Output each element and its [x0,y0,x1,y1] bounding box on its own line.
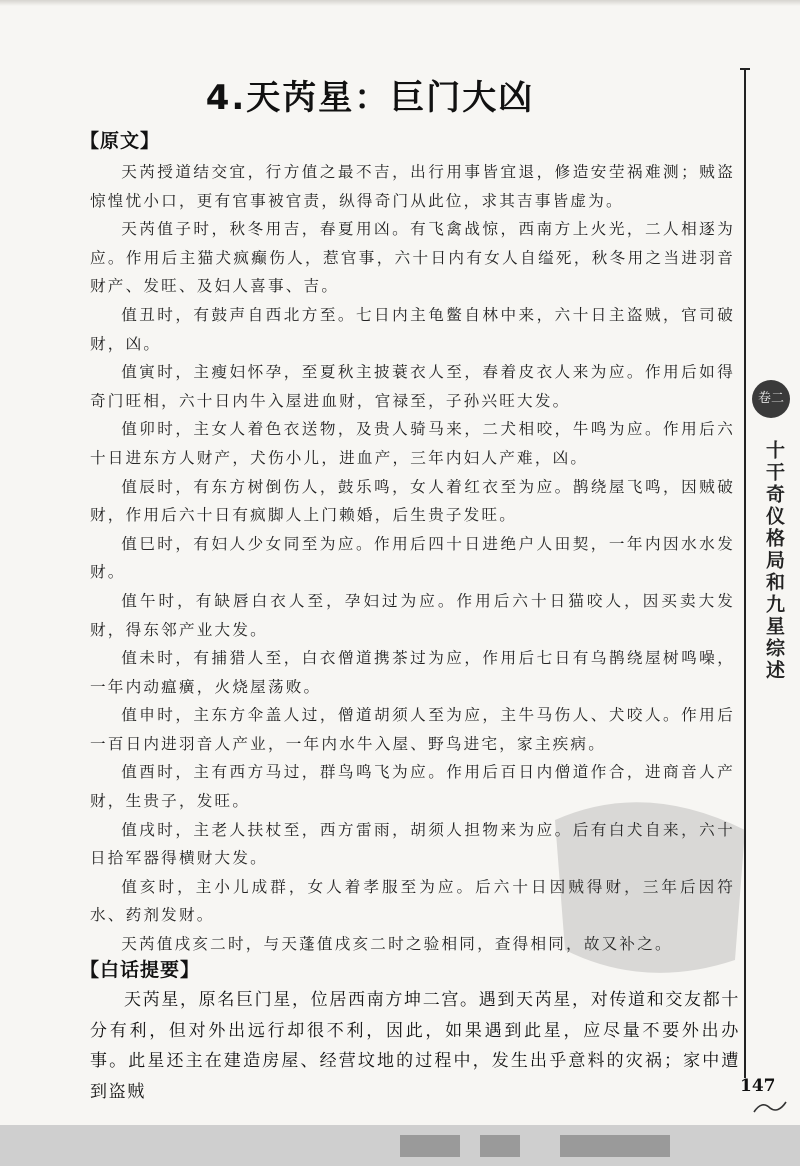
original-paragraph: 值丑时，有鼓声自西北方至。七日内主龟鳖自林中来，六十日主盗贼，官司破财，凶。 [90,305,735,353]
scan-bottom-band [0,1125,800,1166]
modern-paragraph: 天芮星，原名巨门星，位居西南方坤二宫。遇到天芮星，对传道和交友都十分有利，但对外出远行却很不利，因此，如果遇到此星，应尽量不要外出办事。此星还主在建造房屋、经营坟地的过程中，发生出乎意料的灾祸；家中遭到盗贼 [90,990,740,1102]
scan-artifact [560,1135,670,1157]
original-paragraph: 值亥时，主小儿成群，女人着孝服至为应。后六十日因贼得财，三年后因符水、药剂发财。 [90,877,735,925]
original-text-heading: 【原文】 [80,130,161,152]
page-title: 4.天芮星：巨门大凶 [205,78,535,118]
original-paragraph: 值戌时，主老人扶杖至，西方雷雨，胡须人担物来为应。后有白犬自来，六十日拾军器得横财大发。 [90,820,735,868]
original-paragraph: 值寅时，主瘦妇怀孕，至夏秋主披蓑衣人至，春着皮衣人来为应。作用后如得奇门旺相，六十日内牛入屋进血财，官禄至，子孙兴旺大发。 [90,363,735,410]
original-paragraph: 值酉时，主有西方马过，群鸟鸣飞为应。作用后百日内僧道作合，进商音人产财，生贵子，发旺。 [90,763,735,811]
page-flourish-icon [752,1098,788,1116]
original-paragraph: 天芮值子时，秋冬用吉，春夏用凶。有飞禽战惊，西南方上火光，二人相逐为应。作用后主猫犬疯癫伤人，惹官事，六十日内有女人自缢死，秋冬用之当进羽音财产、发旺、及妇人喜事、吉。 [90,220,735,296]
modern-summary-body [90,985,740,1107]
original-paragraph: 值午时，有缺唇白衣人至，孕妇过为应。作用后六十日猫咬人，因买卖大发财，得东邻产业大发。 [90,591,735,639]
chapter-side-title: 十干奇仪格局和九星综述 [763,440,785,682]
seal-watermark-icon [535,790,765,990]
original-paragraph: 值辰时，有东方树倒伤人，鼓乐鸣，女人着红衣至为应。鹊绕屋飞鸣，因贼破财，作用后六十日有疯脚人上门赖婚，后生贵子发旺。 [90,477,735,525]
page-number: 147 [740,1076,776,1096]
original-paragraph: 值未时，有捕猎人至，白衣僧道携茶过为应，作用后七日有乌鹊绕屋树鸣噪，一年内动瘟癀，火烧屋荡败。 [90,649,735,696]
modern-summary-heading: 【白话提要】 [80,959,201,981]
scan-artifact [480,1135,520,1157]
scan-artifact [400,1135,460,1157]
original-paragraph: 值申时，主东方伞盖人过，僧道胡须人至为应，主牛马伤人、犬咬人。作用后一百日内进羽音人产业，一年内水牛入屋、野鸟进宅，家主疾病。 [90,706,735,753]
chapter-badge: 卷二 [752,380,790,418]
original-paragraph: 值巳时，有妇人少女同至为应。作用后四十日进绝户人田契，一年内因水水发财。 [90,534,735,582]
original-paragraph: 天芮值戌亥二时，与天蓬值戌亥二时之验相同，查得相同，故又补之。 [121,935,673,954]
original-paragraph: 天芮授道结交宜，行方值之最不吉，出行用事皆宜退，修造安茔祸难测；贼盗惊惶忧小口，更有官事被官责，纵得奇门从此位，求其吉事皆虚为。 [90,163,735,210]
scan-top-shadow [0,0,800,6]
original-paragraph: 值卯时，主女人着色衣送物，及贵人骑马来，二犬相咬，牛鸣为应。作用后六十日进东方人财产，犬伤小儿，进血产，三年内妇人产难，凶。 [90,420,735,467]
